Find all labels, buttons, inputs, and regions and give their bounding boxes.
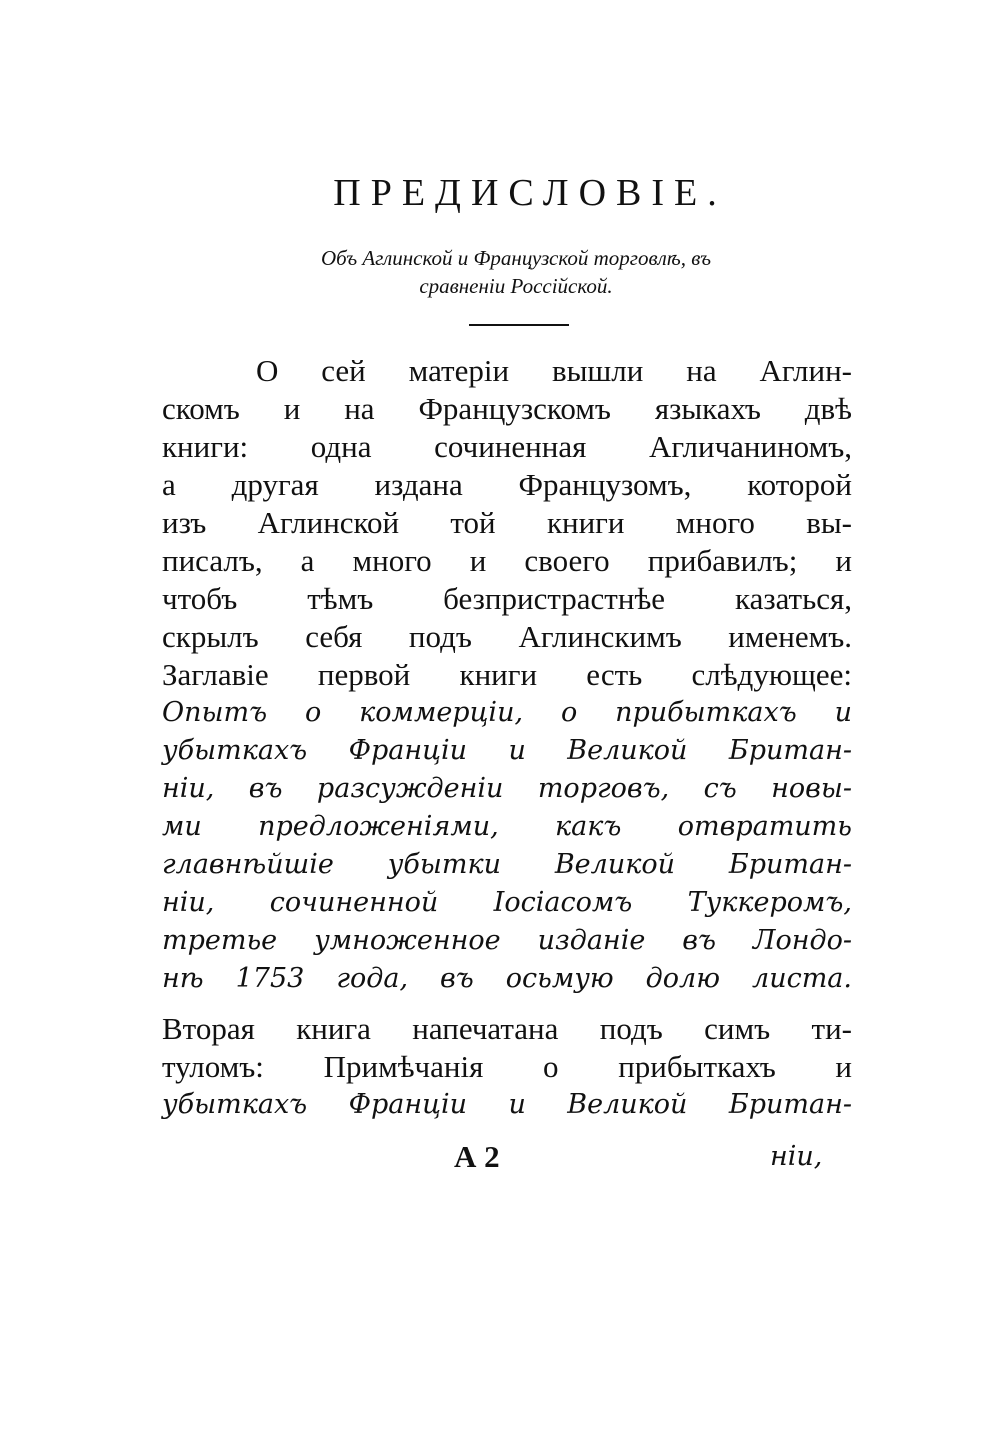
subtitle-line-1: Объ Аглинской и Французской торговлѣ, въ xyxy=(321,246,711,270)
text-line-14: главнѣйшіе убытки Великой Британ- xyxy=(162,849,852,880)
subtitle-line-2: сравненіи Россійской. xyxy=(419,274,613,298)
text-line-8: скрылъ себя подъ Аглинскимъ именемъ. xyxy=(162,619,852,654)
catchword: ніи, xyxy=(770,1141,823,1172)
page-title: ПРЕДИСЛОВІЕ. xyxy=(333,172,727,214)
text-line-11: убыткахъ Франціи и Великой Британ- xyxy=(162,735,852,766)
text-line-6: писалъ, а много и своего прибавилъ; и xyxy=(162,543,852,578)
text-line-5: изъ Аглинской той книги много вы- xyxy=(162,505,852,540)
text-line-16: третье умноженное изданіе въ Лондо- xyxy=(162,925,852,956)
text-line-18: Вторая книга напечатана подъ симъ ти- xyxy=(162,1011,852,1046)
text-line-7: чтобъ тѣмъ безпристрастнѣе казаться, xyxy=(162,581,852,616)
text-line-17: нѣ 1753 года, въ осьмую долю листа. xyxy=(162,963,852,994)
title-divider xyxy=(469,324,569,326)
text-line-10: Опытъ о коммерціи, о прибыткахъ и xyxy=(162,697,852,728)
text-line-15: ніи, сочиненной Іосіасомъ Туккеромъ, xyxy=(162,887,852,918)
text-line-9: Заглавіе первой книги есть слѣдующее: xyxy=(162,657,852,692)
text-line-4: а другая издана Французомъ, которой xyxy=(162,467,852,502)
text-line-12: ніи, въ разсужденіи торговъ, съ новы- xyxy=(162,773,852,804)
text-line-20: убыткахъ Франціи и Великой Британ- xyxy=(162,1089,852,1120)
text-line-3: книги: одна сочиненная Агличаниномъ, xyxy=(162,429,852,464)
signature-mark: А 2 xyxy=(454,1139,500,1174)
text-line-13: ми предложеніями, какъ отвратить xyxy=(162,811,852,842)
text-line-1: О сей матеріи вышли на Аглин- xyxy=(256,353,852,388)
text-line-2: скомъ и на Французскомъ языкахъ двѣ xyxy=(162,391,852,426)
text-line-19: туломъ: Примѣчанія о прибыткахъ и xyxy=(162,1049,852,1084)
